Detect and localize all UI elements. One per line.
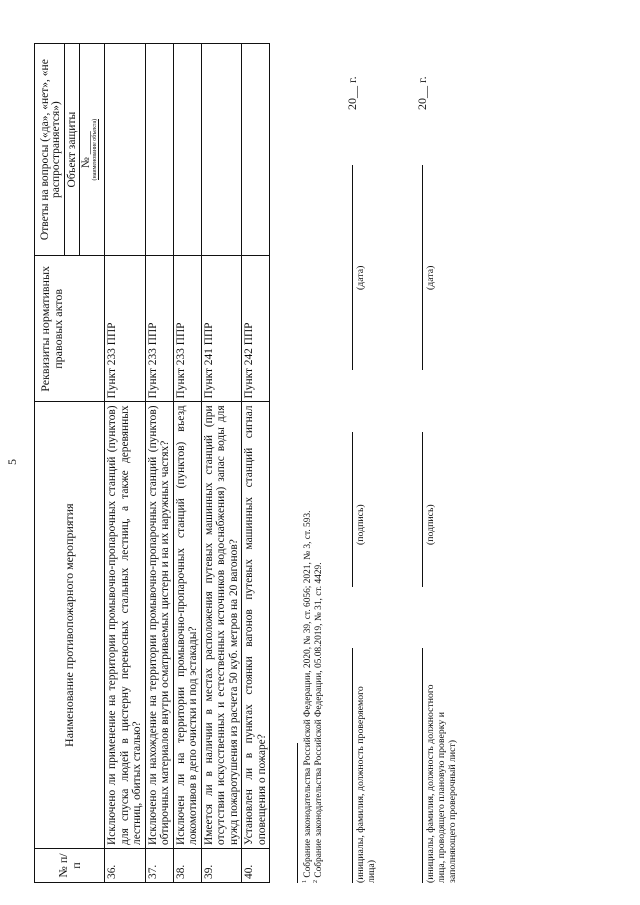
- checklist-table: [34, 43, 270, 883]
- signature-sign-line-1: [352, 432, 353, 587]
- row-text: Установлен ли в пунктах стоянки вагонов путевых машинных станций сигнал оповещения о пожаре?: [242, 402, 270, 849]
- header-answers-label: Ответы на вопросы («да», «нет», «не распространяется»): [39, 44, 65, 255]
- signature-name-line-2: [422, 648, 423, 883]
- header-object-num: № ____: [80, 131, 93, 169]
- row-answer-cell[interactable]: [201, 44, 242, 256]
- signature-year-2: 20__ г.: [415, 76, 429, 110]
- table-row: [242, 44, 270, 883]
- row-num: 40.: [242, 848, 270, 882]
- table-row: [201, 44, 242, 883]
- row-text: Исключен ли на территории промывочно-пропарочных станций (пунктов) въезд локомотивов в депо очистки и под эстакады?: [173, 402, 201, 849]
- signature-date-line-2: [422, 165, 423, 370]
- header-answers: [35, 44, 105, 256]
- signature-year-1: 20__ г.: [345, 76, 359, 110]
- row-answer-cell[interactable]: [105, 44, 146, 256]
- signature-caption-date-2: (дата): [425, 265, 436, 290]
- footnote-separator: [297, 743, 298, 883]
- header-requisites: Реквизиты нормативных правовых актов: [35, 256, 105, 402]
- signature-caption-name-1: (инициалы, фамилия, должность проверяемого лица): [355, 686, 377, 883]
- page-number: 5: [5, 459, 19, 465]
- row-answer-cell[interactable]: [145, 44, 173, 256]
- row-ref: Пункт 233 ППР: [105, 256, 146, 402]
- header-object-label: Объект защиты: [65, 44, 81, 255]
- row-answer-cell[interactable]: [173, 44, 201, 256]
- row-text: Исключено ли нахождение на территории промывочно-пропарочных станций (пунктов) обтирочных материалов внутри осматриваемых цистерн и на их наружных частях?: [145, 402, 173, 849]
- signature-name-line-1: [352, 648, 353, 883]
- row-answer-cell[interactable]: [242, 44, 270, 256]
- table-row: [105, 44, 146, 883]
- signature-caption-sign-1: (подпись): [355, 504, 366, 545]
- row-num: 39.: [201, 848, 242, 882]
- footnote-1: $^1$ Собрание законодательства Российской Федерации, 2020, № 39, ст. 6056; 2021, № 3, ст. 593.: [302, 510, 314, 883]
- signature-caption-name-2: (инициалы, фамилия, должность должностного лица, проводящего плановую проверку и заполняющего проверочный лист): [425, 684, 458, 883]
- row-num: 36.: [105, 848, 146, 882]
- row-text: Исключено ли применение на территории промывочно-пропарочных станций (пунктов) для спуска людей в цистерну переносных стальных лестниц, а также деревянных лестниц, обитых сталью?: [105, 402, 146, 849]
- row-ref: Пункт 233 ППР: [145, 256, 173, 402]
- row-num: 38.: [173, 848, 201, 882]
- header-num: № п/п: [35, 848, 105, 882]
- row-ref: Пункт 241 ППР: [201, 256, 242, 402]
- signature-date-line-1: [352, 165, 353, 370]
- row-ref: Пункт 242 ППР: [242, 256, 270, 402]
- footnote-2: $^2$ Собрание законодательства Российской Федерации, 05.08.2019, № 31, ст. 4429.: [313, 562, 325, 883]
- row-ref: Пункт 233 ППР: [173, 256, 201, 402]
- header-object-caption: (наименование объекта): [92, 118, 99, 181]
- table-row: [145, 44, 173, 883]
- signature-caption-date-1: (дата): [355, 265, 366, 290]
- row-text: Имеется ли в наличии в местах расположения путевых машинных станций (при отсутствии искусственных и естественных источников водоснабжения) запас воды для нужд пожаротушения из расчета 50 куб. метров на 20 вагонов?: [201, 402, 242, 849]
- signature-sign-line-2: [422, 432, 423, 587]
- signature-caption-sign-2: (подпись): [425, 504, 436, 545]
- table-row: [173, 44, 201, 883]
- header-name: Наименование противопожарного мероприятия: [35, 402, 105, 849]
- row-num: 37.: [145, 848, 173, 882]
- table-header-row: [35, 44, 105, 883]
